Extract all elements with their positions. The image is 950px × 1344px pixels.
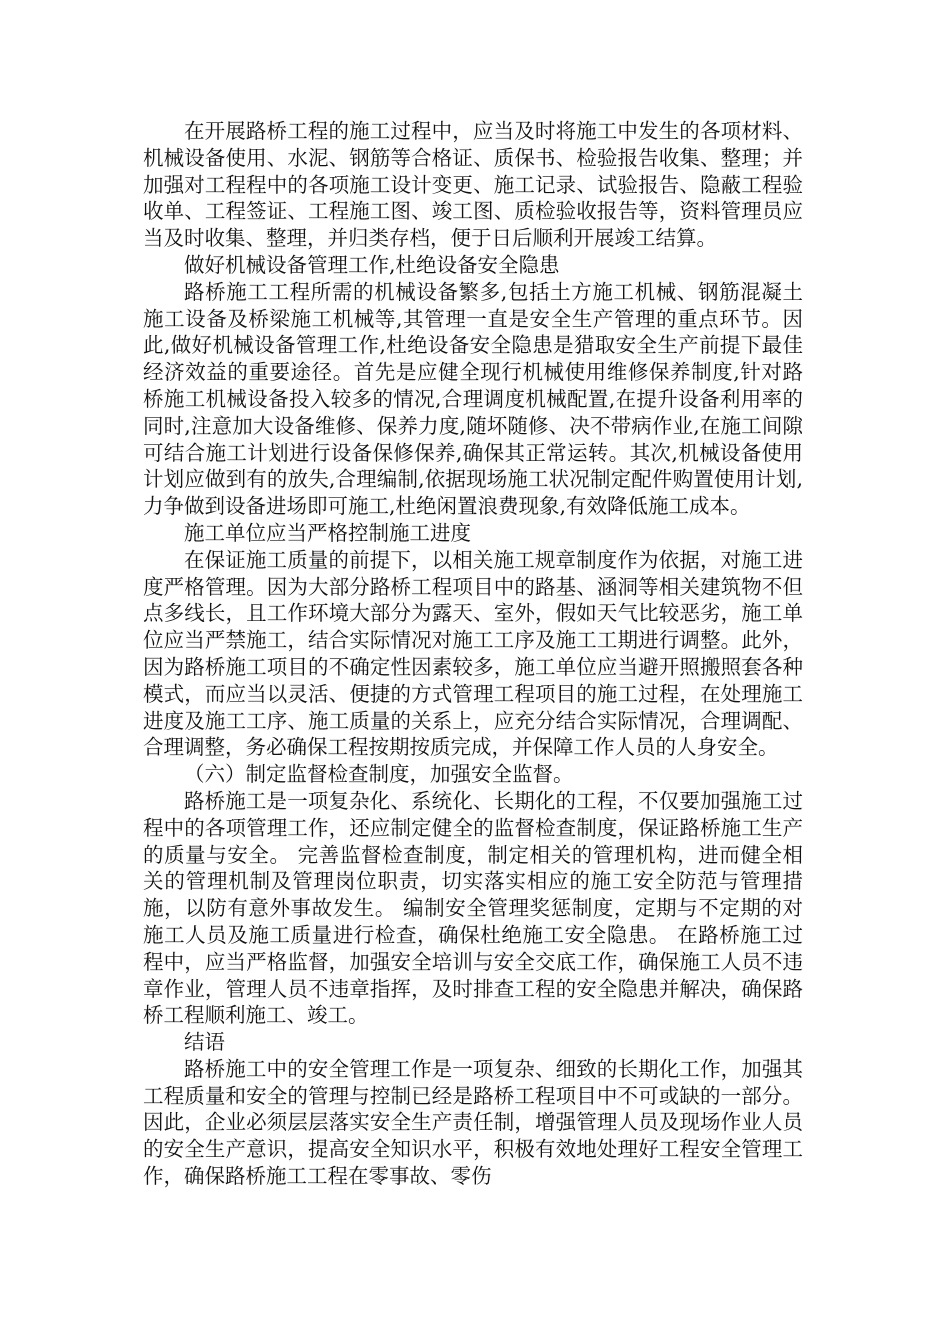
heading-schedule-control: 施工单位应当严格控制施工进度 xyxy=(184,520,471,545)
paragraph-supervision-system: 路桥施工是一项复杂化、系统化、长期化的工程，不仅要加强施工过程中的各项管理工作，还应制定健全的监督检查制度，保证路桥施工生产的质量与安全。 完善监督检查制度，制定相关的管理机构，进而健全相关的管理机制及管理岗位职责，切实落实相应的施工安全防范与管理措施，以防有意外事故发生。 编制安全管理奖惩制度，定期与不定期的对施工人员及施工质量进行检查，确保杜绝施工安全隐患。 在路桥施工过程中，应当严格监督，加强安全培训与安全交底工作，确保施工人员不违章作业，管理人员不违章指挥，及时排查工程的安全隐患并解决，确保路桥工程顺利施工、竣工。 xyxy=(143,788,803,1028)
paragraph-schedule-control: 在保证施工质量的前提下，以相关施工规章制度作为依据，对施工进度严格管理。因为大部分路桥工程项目中的路基、涵洞等相关建筑物不但点多线长，且工作环境大部分为露天、室外，假如天气比较恶劣，施工单位应当严禁施工，结合实际情况对施工工序及施工工期进行调整。此外，因为路桥施工项目的不确定性因素较多，施工单位应当避开照搬照套各种模式，而应当以灵活、便捷的方式管理工程项目的施工过程，在处理施工进度及施工工序、施工质量的关系上，应充分结合实际情况，合理调配、合理调整，务必确保工程按期按质完成，并保障工作人员的人身安全。 xyxy=(143,547,803,760)
paragraph-records-archiving: 在开展路桥工程的施工过程中，应当及时将施工中发生的各项材料、机械设备使用、水泥、钢筋等合格证、质保书、检验报告收集、整理；并加强对工程程中的各项施工设计变更、施工记录、试验报告、隐蔽工程验收单、工程签证、工程施工图、竣工图、质检验收报告等，资料管理员应当及时收集、整理，并归类存档，便于日后顺利开展竣工结算。 xyxy=(143,119,803,251)
document-body xyxy=(143,118,803,1190)
heading-conclusion: 结语 xyxy=(184,1030,225,1055)
heading-supervision-system: （六）制定监督检查制度，加强安全监督。 xyxy=(184,762,574,787)
heading-machinery-management: 做好机械设备管理工作,杜绝设备安全隐患 xyxy=(184,252,560,277)
paragraph-machinery-management: 路桥施工工程所需的机械设备繁多,包括土方施工机械、钢筋混凝土施工设备及桥梁施工机械等,其管理一直是安全生产管理的重点环节。因此,做好机械设备管理工作,杜绝设备安全隐患是猎取安全生产前提下最佳经济效益的重要途径。首先是应健全现行机械使用维修保养制度,针对路桥施工机械设备投入较多的情况,合理调度机械配置,在提升设备利用率的同时,注意加大设备维修、保养力度,随坏随修、决不带病作业,在施工间隙可结合施工计划进行设备保修保养,确保其正常运转。其次,机械设备使用计划应做到有的放失,合理编制,依据现场施工状况制定配件购置使用计划,力争做到设备进场即可施工,杜绝闲置浪费现象,有效降低施工成本。 xyxy=(143,279,803,519)
paragraph-conclusion: 路桥施工中的安全管理工作是一项复杂、细致的长期化工作，加强其工程质量和安全的管理与控制已经是路桥工程项目中不可或缺的一部分。因此，企业必须层层落实安全生产责任制，增强管理人员及现场作业人员的安全生产意识，提高安全知识水平，积极有效地处理好工程安全管理工作，确保路桥施工工程在零事故、零伤 xyxy=(143,1056,803,1189)
